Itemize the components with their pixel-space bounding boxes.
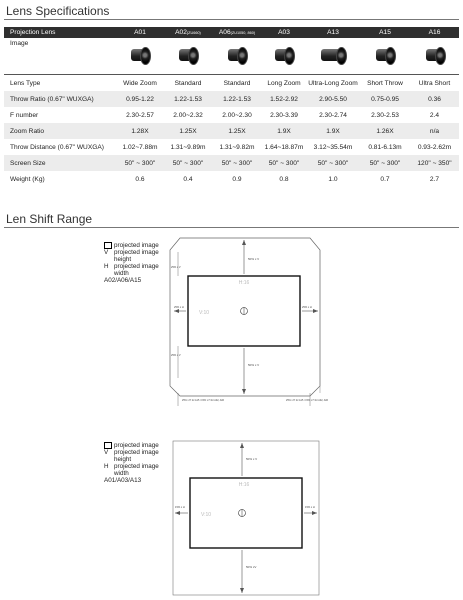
table-cell: 0.4 — [183, 175, 193, 183]
header-a13: A13 — [306, 27, 360, 38]
lens-a03-icon — [273, 46, 295, 64]
table-cell: 0.9 — [232, 175, 242, 183]
table-cell: 1.28X — [116, 123, 164, 139]
table-cell: 50" ~ 300" — [262, 155, 306, 171]
table-cell: 1.22-1.53 — [164, 91, 212, 107]
legend-v-key: V — [104, 249, 109, 257]
table-cell: 3.12~35.54m — [313, 143, 353, 151]
lens-image-a02 — [164, 38, 212, 75]
legend-a01-a03-a13 — [104, 442, 160, 484]
table-cell: 1.26X — [360, 123, 410, 139]
shift-top-left-label: 25% x V — [171, 266, 181, 269]
table-body — [4, 75, 459, 188]
header-a01: A01 — [116, 27, 164, 38]
table-cell: 50" ~ 300" — [212, 155, 262, 171]
shift-title-rule — [4, 227, 459, 228]
table-row — [4, 75, 459, 92]
table-cell: 2.30-2.53 — [371, 111, 399, 119]
lens-a01-icon — [129, 46, 151, 64]
table-cell: 2.90-5.50 — [306, 91, 360, 107]
shift-diagram-2 — [172, 440, 320, 596]
ratio-h-label: H:16 — [238, 482, 250, 488]
header-a16: A16 — [410, 27, 459, 38]
row-label: Throw Ratio (0.67" WUXGA) — [4, 91, 116, 107]
table-cell: 1.64~18.87m — [264, 143, 304, 151]
projected-image-swatch — [104, 242, 112, 249]
legend-v-key: V — [104, 449, 109, 457]
header-a15: A15 — [360, 27, 410, 38]
legend-square-label: projected image — [114, 442, 159, 450]
table-cell: 50" ~ 300" — [116, 155, 164, 171]
shift-down-label: 50% x V — [248, 363, 260, 367]
lens-spec-table — [4, 27, 459, 187]
shift-down-label: 50% xV — [246, 565, 257, 569]
table-cell: 1.02~7.88m — [122, 143, 158, 151]
table-cell: 0.7 — [380, 175, 390, 183]
image-row-label: Image — [10, 40, 29, 47]
table-cell: 1.9X — [262, 123, 306, 139]
shift-right-label: 25% x H — [302, 306, 312, 309]
legend-models: A01/A03/A13 — [104, 477, 142, 485]
table-cell: 120" ~ 350" — [410, 155, 459, 171]
table-cell: 0.93-2.62m — [417, 143, 452, 151]
table-cell: 0.95-1.22 — [116, 91, 164, 107]
table-cell: Standard — [212, 75, 262, 92]
header-a06: A06(ZU1050, 860) — [212, 27, 262, 38]
table-cell: 2.30-2.57 — [126, 111, 154, 119]
header-projection-lens: Projection Lens — [4, 27, 116, 38]
table-row — [4, 171, 459, 187]
bottom-note-left: 25% x H for A15 / 15% x H for A02, A06 — [182, 399, 224, 402]
legend-v-text: projected image height — [114, 449, 159, 464]
lens-image-a16 — [410, 38, 459, 75]
shift-right-label: 15% x H — [305, 506, 315, 509]
table-cell: 2.30-2.74 — [319, 111, 347, 119]
table-cell: Standard — [164, 75, 212, 92]
table-row — [4, 107, 459, 123]
table-cell: Long Zoom — [262, 75, 306, 92]
bottom-note-right: 25% x H for A15 / 15% x H for A02, A06 — [286, 399, 328, 402]
table-cell: 50" ~ 300" — [306, 155, 360, 171]
table-cell: Ultra Short — [410, 75, 459, 92]
shift-up-label: 50% x V — [246, 457, 258, 461]
row-label: Zoom Ratio — [4, 123, 116, 139]
lens-a16-icon — [424, 46, 446, 64]
table-cell: 1.25X — [164, 123, 212, 139]
table-cell: 0.8 — [279, 175, 289, 183]
table-cell: 1.31~9.89m — [170, 143, 206, 151]
legend-v-text: projected image height — [114, 249, 159, 264]
table-cell: 1.31~9.82m — [219, 143, 255, 151]
table-cell: 2.4 — [429, 111, 440, 119]
shift-left-label: 25% x H — [174, 306, 184, 309]
table-row — [4, 123, 459, 139]
shift-diagram-1 — [170, 238, 328, 410]
table-header-row — [4, 27, 459, 38]
ratio-h-label: H:16 — [238, 280, 250, 286]
shift-bottom-left-label: 25% x V — [171, 354, 181, 357]
table-cell: 1.9X — [306, 123, 360, 139]
row-label: Lens Type — [4, 75, 116, 92]
table-cell: 1.52-2.92 — [262, 91, 306, 107]
table-row — [4, 139, 459, 155]
table-cell: 50" ~ 300" — [360, 155, 410, 171]
table-cell: 0.6 — [135, 175, 145, 183]
table-cell: Ultra-Long Zoom — [306, 75, 360, 92]
lens-image-a01 — [116, 38, 164, 75]
table-cell: Short Throw — [360, 75, 410, 92]
row-label: Weight (Kg) — [10, 175, 45, 183]
lens-image-a15 — [360, 38, 410, 75]
legend-h-key: H — [104, 463, 109, 471]
header-a03: A03 — [262, 27, 306, 38]
lens-a06-icon — [226, 46, 248, 64]
table-cell: Wide Zoom — [116, 75, 164, 92]
table-cell: 2.7 — [429, 175, 440, 183]
legend-square-label: projected image — [114, 242, 159, 250]
lens-image-a13 — [306, 38, 360, 75]
lens-image-a06 — [212, 38, 262, 75]
header-a02: A02(ZU660) — [164, 27, 212, 38]
ratio-v-label: V:10 — [200, 512, 212, 518]
legend-a02-a06-a15 — [104, 242, 160, 284]
lens-a15-icon — [374, 46, 396, 64]
table-cell: 1.0 — [328, 175, 338, 183]
table-cell: n/a — [410, 123, 459, 139]
spec-section-title: Lens Specifications — [6, 4, 110, 18]
table-cell: 0.81-6.13m — [368, 143, 402, 151]
table-cell: 2.00~2.32 — [173, 111, 203, 119]
row-label: Throw Distance (0.67" WUXGA) — [10, 143, 104, 151]
ratio-v-label: V:10 — [198, 310, 210, 316]
table-cell: 2.00~2.30 — [222, 111, 252, 119]
table-cell: 0.75-0.95 — [360, 91, 410, 107]
table-image-row — [4, 38, 459, 75]
legend-models: A02/A06/A15 — [104, 277, 142, 285]
table-row — [4, 155, 459, 171]
table-cell: 1.22-1.53 — [212, 91, 262, 107]
shift-left-label: 15% x H — [175, 506, 185, 509]
row-label: Screen Size — [4, 155, 116, 171]
legend-h-text: projected image width — [114, 463, 159, 478]
row-label: F number — [10, 111, 39, 119]
table-row — [4, 91, 459, 107]
shift-section-title: Len Shift Range — [6, 212, 93, 226]
table-cell: 2.30-3.39 — [270, 111, 298, 119]
lens-a02-icon — [177, 46, 199, 64]
table-cell: 1.25X — [212, 123, 262, 139]
legend-h-key: H — [104, 263, 109, 271]
lens-image-a03 — [262, 38, 306, 75]
spec-title-rule — [4, 19, 459, 20]
legend-h-text: projected image width — [114, 263, 159, 278]
lens-a13-icon — [319, 46, 347, 64]
projected-image-swatch — [104, 442, 112, 449]
table-cell: 50" ~ 300" — [164, 155, 212, 171]
shift-up-label: 50% x V — [248, 257, 260, 261]
table-cell: 0.36 — [410, 91, 459, 107]
